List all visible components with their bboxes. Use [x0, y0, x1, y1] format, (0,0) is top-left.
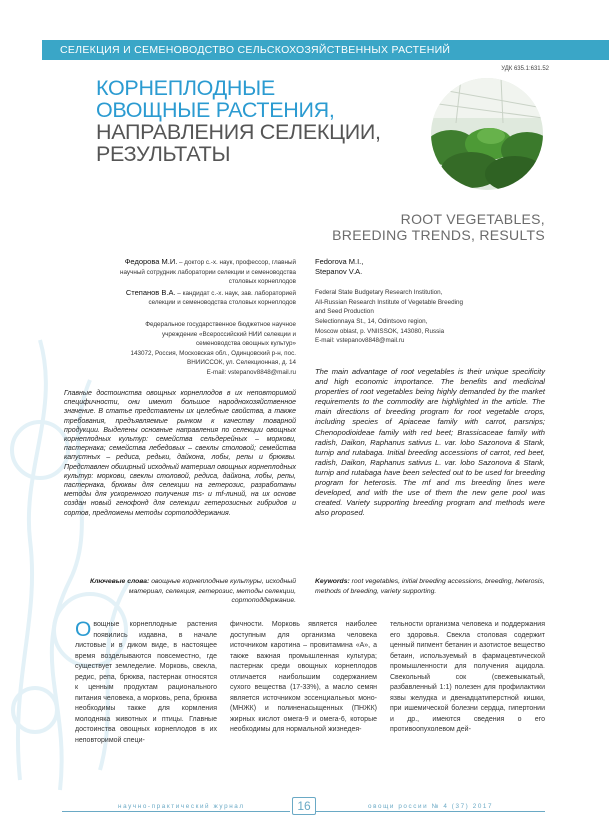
footer-journal-type: научно-практический журнал	[118, 803, 245, 810]
institution-ru-line-2: 143072, Россия, Московская обл., Одинцовский р-н, пос. ВНИИССОК, ул. Селекционная, д. 14	[130, 349, 296, 367]
author-1-ru	[120, 257, 296, 287]
greenhouse-photo	[431, 78, 543, 190]
author-2-en: Stepanov V.A.	[315, 266, 363, 276]
footer-rule-left	[62, 811, 290, 812]
footer-rule-right	[316, 811, 545, 812]
page-number: 16	[292, 797, 316, 815]
institution-ru	[120, 320, 296, 378]
footer-issue: овощи россии № 4 (37) 2017	[368, 803, 494, 810]
section-header: СЕЛЕКЦИЯ И СЕМЕНОВОДСТВО СЕЛЬСКОХОЗЯЙСТВЕННЫХ РАСТЕНИЙ	[42, 40, 609, 60]
abstract-en: The main advantage of root vegetables is their unique specificity and high economic importance. The benefits and medicinal properties of root vegetables being highly demanded by the market requirements to the commodity are highlighted in the article. The main directions of breeding program for root vegetable crops, including species of Apiaceae family with carrot, parsnips; Chenopodioideae family with red beet; Brassicaceae family with radish, Daikon, Raphanus sativus L. var. lobo Sazonova & Stank, turnip and rutabaga. Initial breeding accessions of carrot, red beet, radish, Daikon, Raphanus sativus L. var. lobo Sazonova & Stank, turnip and rutabaga have been selected out to be used for breeding program for heterosis. The mf and ms breeding lines were developed, and with the use of them the new gene pool was created. Variety supporting breeding program and methods were also proposed.	[315, 367, 545, 518]
title-en-line-2: BREEDING TRENDS, RESULTS	[332, 227, 545, 243]
article-title-en	[332, 211, 545, 243]
title-line-1: КОРНЕПЛОДНЫЕ	[96, 76, 275, 100]
udk-code: УДК 635.1:631.52	[501, 66, 549, 72]
institution-en-line-4: Selectionnaya St., 14, Odintsovo region,	[315, 317, 428, 325]
title-line-2: ОВОЩНЫЕ РАСТЕНИЯ,	[96, 98, 335, 122]
body-column-1	[75, 620, 217, 746]
institution-en-line-1: Federal State Budgetary Research Institution,	[315, 289, 443, 297]
institution-en-line-5: Moscow oblast, p. VNIISSOK, 143080, Russia	[315, 327, 445, 335]
authors-en	[315, 257, 545, 346]
keywords-ru	[64, 577, 296, 606]
author-1-name: Федорова М.И.	[124, 257, 178, 266]
institution-ru-email: E-mail: vstepanov8848@mail.ru	[206, 368, 296, 376]
author-2-desc: – кандидат с.-х. наук, зав. лабораторией селекции и семеноводства столовых корнеплодов	[148, 289, 296, 307]
keywords-ru-label: Ключевые слова:	[90, 578, 150, 585]
institution-en-line-3: and Seed Production	[315, 308, 374, 316]
keywords-en-text: root vegetables, initial breeding accessions, breeding, heterosis, methods of breeding, variety supporting.	[315, 578, 545, 595]
body-column-3: тельности организма человека и поддержания его здоровья. Свекла столовая содержит ценный пигмент бетанин и азотистое вещество бетаин, используемый в фармацевтической промышленности для получения ацидола. Свекольный сок (свежевыжатый, разбавленный 1:1) полезен для профилактики язвы желудка и двенадцатиперстной кишки, при ишемической болезни сердца, гипертонии и др., имеются сведения о его противоопухолевом дей-	[390, 621, 545, 733]
article-title-ru	[96, 77, 381, 165]
author-2-ru	[120, 288, 296, 308]
institution-en	[315, 288, 545, 346]
dropcap: О	[75, 618, 92, 641]
author-1-desc: – доктор с.-х. наук, профессор, главный научный сотрудник лаборатории селекции и семеноводства столовых корнеплодов	[120, 259, 296, 286]
institution-en-line-2: All-Russian Research Institute of Vegetable Breeding	[315, 298, 464, 306]
abstract-ru: Главные достоинства овощных корнеплодов в их неповторимой специфичности, они имеют большое народнохозяйственное значение. В статье представлены их целебные свойства, а также требования, предъявляемые рынком к качеству товарной продукции. Выделены основные направления по селекции овощных корнеплодных культур: семейства сельдерейных – моркови, пастернака; семейства лебедовых – свеклы столовой; семейства капустных – редиса, редьки, дайкона, лобы, репы и брюквы. Представлен обширный исходный материал овощных корнеплодных культур: моркови, свеклы столовой, редиса, дайкона, лобы, репы, пастернака, брюквы для селекции на гетерозис, разработаны методы для ускоренного получения ms- и mf-линий, на их основе создан новый генофонд для селекции гетерозисных гибридов и сортов, предложены методы сортоподдержания.	[64, 390, 296, 517]
keywords-en	[315, 577, 545, 596]
title-line-3: НАПРАВЛЕНИЯ СЕЛЕКЦИИ,	[96, 120, 381, 144]
authors-ru	[120, 257, 296, 378]
institution-ru-line-1: Федеральное государственное бюджетное научное учреждение «Всероссийский НИИ селекции и семеноводства овощных культур»	[145, 320, 296, 348]
title-en-line-1: ROOT VEGETABLES,	[400, 211, 545, 227]
institution-en-email: E-mail: vstepanov8848@mail.ru	[315, 337, 405, 345]
keywords-en-label: Keywords:	[315, 578, 350, 585]
author-2-name: Степанов В.А.	[125, 287, 176, 297]
keywords-ru-text: овощные корнеплодные культуры, исходный материал, селекция, гетерозис, методы селекции, сортоподдержание.	[128, 578, 296, 604]
author-1-en: Fedorova M.I.,	[315, 257, 364, 266]
title-line-4: РЕЗУЛЬТАТЫ	[96, 142, 231, 166]
body-column-1-text: вощные корнеплодные растения появились издавна, в начале листовые и в диком виде, в настоящее время возделываются повсеместно, где существует земледелие. Морковь, свекла, редис, репа, брюква, пастернак относятся к ценным продуктам рационального питания человека, а морковь, репа, брюква необходимы также для кормления молодняка животных и птицы. Главные достоинства овощных корнеплодов в их неповторимой специ-	[75, 621, 217, 744]
body-column-2: фичности. Морковь является наиболее доступным для организма человека источником каротина – провитамина «А», а также важная промышленная культура; пастернак среди овощных корнеплодов отличается наибольшим содержанием сухого вещества (17-33%), а масло семян является источником эссенциальных моно- (МНЖК) и полиненасыщенных (ПНЖК) жирных кислот омега-9 и омега-6, которые необходимы для нормальной жизнедея-	[230, 621, 377, 733]
